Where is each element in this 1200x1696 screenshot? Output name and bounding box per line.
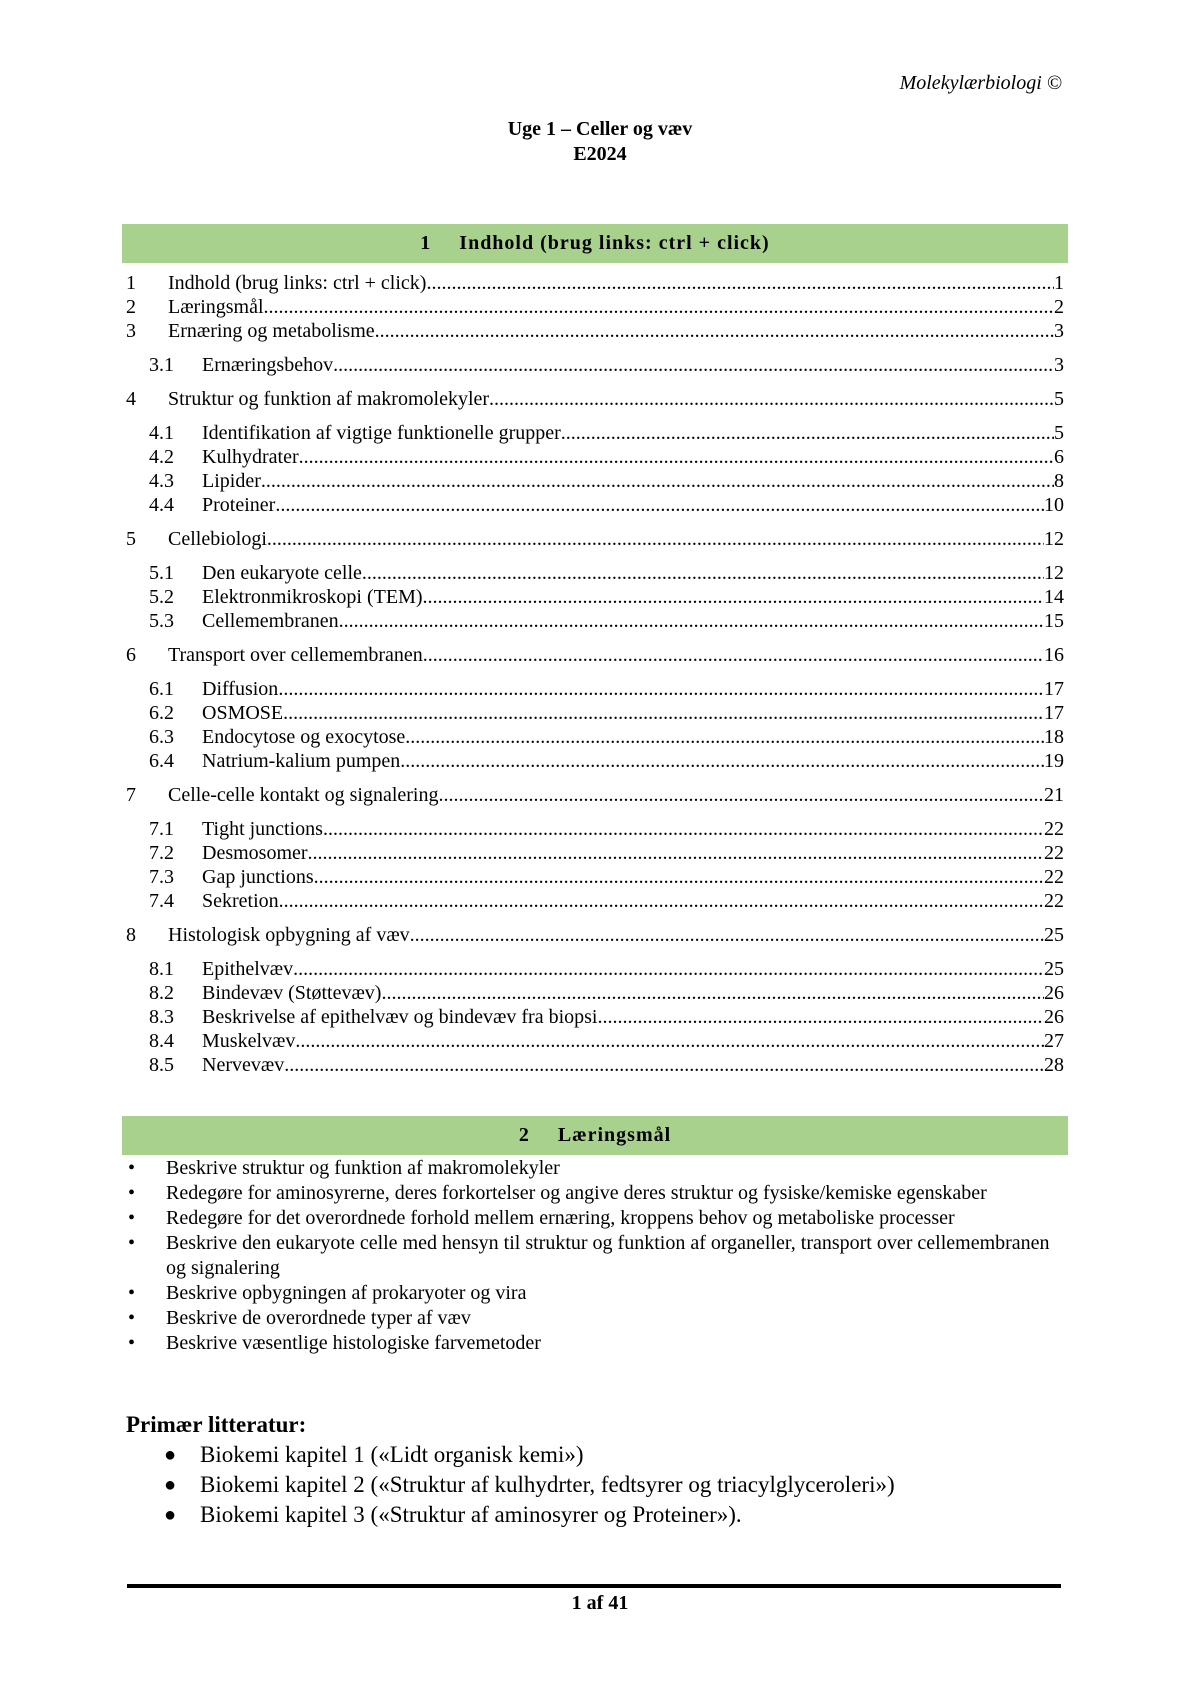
toc-entry-text — [202, 445, 1064, 470]
learning-goal-item — [126, 1206, 1066, 1231]
toc-entry-label[interactable]: Transport over cellemembranen — [168, 644, 423, 666]
bullet-icon: • — [128, 1282, 136, 1304]
toc-entry-label[interactable]: Diffusion — [202, 678, 279, 700]
toc-entry-number: 7.1 — [149, 818, 174, 840]
toc-entry-label[interactable]: Gap junctions — [202, 866, 314, 888]
toc-entry-text — [202, 677, 1064, 702]
toc-leader-dots — [279, 889, 1044, 914]
bullet-icon: ● — [164, 1474, 177, 1496]
toc-entry-number: 6.1 — [149, 678, 174, 700]
toc-entry-page: 22 — [1044, 818, 1064, 840]
toc-entry[interactable] — [126, 295, 1064, 320]
literature-heading: Primær litteratur: — [126, 1412, 307, 1437]
toc-entry-number: 8.3 — [149, 1006, 174, 1028]
toc-entry-number: 5.1 — [149, 562, 174, 584]
toc-entry-page: 18 — [1044, 726, 1064, 748]
toc-entry[interactable] — [126, 783, 1064, 808]
section-number: 2 — [518, 1124, 530, 1146]
bullet-icon: • — [128, 1182, 136, 1204]
literature-item — [160, 1500, 895, 1530]
toc-leader-dots — [362, 561, 1044, 586]
toc-leader-dots — [400, 749, 1044, 774]
learning-goal-item — [126, 1181, 1066, 1206]
toc-leader-dots — [381, 981, 1044, 1006]
toc-leader-dots — [283, 701, 1044, 726]
learning-goal-item — [126, 1156, 1066, 1181]
literature-list — [160, 1440, 895, 1530]
toc-entry-number: 8.5 — [149, 1054, 174, 1076]
toc-leader-dots — [267, 527, 1044, 552]
toc-leader-dots — [423, 585, 1044, 610]
toc-entry[interactable] — [126, 445, 1064, 470]
toc-entry-page: 22 — [1044, 842, 1064, 864]
toc-entry-page: 28 — [1044, 1054, 1064, 1076]
toc-leader-dots — [275, 493, 1044, 518]
toc-entry-page: 21 — [1044, 784, 1064, 806]
toc-entry[interactable] — [126, 1029, 1064, 1054]
toc-entry-text — [202, 865, 1064, 890]
toc-entry-page: 26 — [1044, 982, 1064, 1004]
toc-entry-text — [202, 561, 1064, 586]
toc-entry[interactable] — [126, 527, 1064, 552]
section-heading-contents — [122, 224, 1068, 263]
toc-entry-page: 10 — [1044, 494, 1064, 516]
toc-entry[interactable] — [126, 841, 1064, 866]
toc-entry-number: 5.3 — [149, 610, 174, 632]
toc-entry-page: 3 — [1054, 354, 1064, 376]
section-title: Læringsmål — [557, 1124, 672, 1146]
literature-text: Biokemi kapitel 1 («Lidt organisk kemi») — [200, 1442, 584, 1467]
toc-entry-text — [202, 1029, 1064, 1054]
toc-entry-label[interactable]: Histologisk opbygning af væv — [168, 924, 410, 946]
toc-leader-dots — [314, 865, 1044, 890]
toc-entry[interactable] — [126, 643, 1064, 668]
learning-goal-text: Beskrive den eukaryote celle med hensyn til struktur og funktion af organeller, transport over cellemembranen og signalering — [166, 1232, 1050, 1279]
toc-entry-text — [202, 609, 1064, 634]
toc-entry-text — [202, 841, 1064, 866]
toc-entry-label[interactable]: Identifikation af vigtige funktionelle grupper — [202, 422, 561, 444]
toc-entry-label[interactable]: Celle-celle kontakt og signalering — [168, 784, 439, 806]
toc-entry-label[interactable]: Ernæring og metabolisme — [168, 320, 375, 342]
toc-entry-number: 5 — [126, 528, 136, 550]
literature-item — [160, 1470, 895, 1500]
toc-entry-text — [202, 421, 1064, 446]
toc-leader-dots — [278, 677, 1044, 702]
toc-entry[interactable] — [126, 585, 1064, 610]
page-number: 1 af 41 — [571, 1592, 629, 1614]
learning-goal-item — [126, 1306, 1066, 1331]
toc-entry[interactable] — [126, 493, 1064, 518]
bullet-icon: • — [128, 1157, 136, 1179]
toc-entry[interactable] — [126, 749, 1064, 774]
toc-entry[interactable] — [126, 865, 1064, 890]
toc-entry[interactable] — [126, 923, 1064, 948]
toc-entry[interactable] — [126, 319, 1064, 344]
toc-entry-number: 3.1 — [149, 354, 174, 376]
toc-leader-dots — [323, 817, 1044, 842]
toc-entry-label[interactable]: Læringsmål — [168, 296, 264, 318]
section-title: Indhold (brug links: ctrl + click) — [459, 232, 770, 254]
toc-entry-label[interactable]: Epithelvæv — [202, 958, 294, 980]
learning-goals-list — [126, 1156, 1066, 1356]
toc-entry-label[interactable]: Den eukaryote celle — [202, 562, 362, 584]
toc-entry-number: 6.4 — [149, 750, 174, 772]
toc-leader-dots — [293, 957, 1044, 982]
toc-entry-number: 7 — [126, 784, 136, 806]
toc-leader-dots — [423, 643, 1044, 668]
toc-leader-dots — [410, 923, 1044, 948]
toc-entry[interactable] — [126, 609, 1064, 634]
learning-goal-text: Beskrive struktur og funktion af makromolekyler — [166, 1157, 560, 1179]
literature-item — [160, 1440, 895, 1470]
toc-entry-number: 6.3 — [149, 726, 174, 748]
running-header: Molekylærbiologi © — [899, 72, 1062, 94]
toc-entry-number: 8.4 — [149, 1030, 174, 1052]
toc-entry-label[interactable]: Bindevæv (Støttevæv) — [202, 982, 382, 1004]
toc-entry-number: 7.2 — [149, 842, 174, 864]
toc-entry-label[interactable]: Kulhydrater — [202, 446, 299, 468]
toc-entry-text — [168, 527, 1064, 552]
toc-leader-dots — [333, 353, 1054, 378]
toc-leader-dots — [597, 1005, 1044, 1030]
toc-entry-label[interactable]: Natrium-kalium pumpen — [202, 750, 401, 772]
toc-leader-dots — [339, 609, 1044, 634]
toc-leader-dots — [299, 445, 1054, 470]
toc-entry-text — [168, 295, 1064, 320]
toc-leader-dots — [261, 469, 1054, 494]
toc-entry-text — [168, 387, 1064, 412]
toc-entry-text — [202, 353, 1064, 378]
toc-entry-number: 7.4 — [149, 890, 174, 912]
bullet-icon: ● — [164, 1504, 177, 1526]
toc-entry-page: 5 — [1054, 422, 1064, 444]
toc-entry-label[interactable]: Cellebiologi — [168, 528, 267, 550]
toc-entry-label[interactable]: Beskrivelse af epithelvæv og bindevæv fra biopsi — [202, 1006, 598, 1028]
toc-entry-text — [202, 701, 1064, 726]
toc-leader-dots — [295, 1029, 1044, 1054]
toc-entry-label[interactable]: Endocytose og exocytose — [202, 726, 406, 748]
toc-entry-number: 2 — [126, 296, 136, 318]
learning-goal-text: Beskrive væsentlige histologiske farvemetoder — [166, 1332, 541, 1354]
toc-entry-label[interactable]: Struktur og funktion af makromolekyler — [168, 388, 490, 410]
bullet-icon: • — [128, 1232, 136, 1254]
toc-entry-number: 4.4 — [149, 494, 174, 516]
learning-goal-text: Redegøre for aminosyrerne, deres forkortelser og angive deres struktur og fysiske/kemiske egenskaber — [166, 1182, 987, 1204]
learning-goal-text: Beskrive opbygningen af prokaryoter og vira — [166, 1282, 527, 1304]
toc-entry-label[interactable]: Proteiner — [202, 494, 276, 516]
toc-entry-label[interactable]: Sekretion — [202, 890, 279, 912]
toc-entry-label[interactable]: Muskelvæv — [202, 1030, 296, 1052]
toc-entry[interactable] — [126, 981, 1064, 1006]
toc-entry-text — [168, 271, 1064, 296]
toc-entry-page: 14 — [1044, 586, 1064, 608]
toc-entry-label[interactable]: OSMOSE — [202, 702, 284, 724]
toc-entry-number: 5.2 — [149, 586, 174, 608]
bullet-icon: ● — [164, 1444, 177, 1466]
toc-entry-page: 3 — [1054, 320, 1064, 342]
toc-entry[interactable] — [126, 725, 1064, 750]
toc-entry[interactable] — [126, 353, 1064, 378]
toc-leader-dots — [489, 387, 1054, 412]
toc-leader-dots — [284, 1053, 1044, 1078]
toc-entry-page: 16 — [1044, 644, 1064, 666]
toc-entry-text — [168, 319, 1064, 344]
toc-entry[interactable] — [126, 1005, 1064, 1030]
toc-entry-page: 25 — [1044, 958, 1064, 980]
toc-entry-number: 8.1 — [149, 958, 174, 980]
toc-leader-dots — [561, 421, 1054, 446]
toc-entry-text — [168, 643, 1064, 668]
toc-entry-text — [202, 749, 1064, 774]
section-heading-goals — [122, 1116, 1068, 1155]
toc-leader-dots — [375, 319, 1054, 344]
bullet-icon: • — [128, 1307, 136, 1329]
toc-entry-number: 3 — [126, 320, 136, 342]
toc-entry[interactable] — [126, 701, 1064, 726]
toc-entry-number: 4.2 — [149, 446, 174, 468]
toc-entry-page: 22 — [1044, 866, 1064, 888]
toc-leader-dots — [264, 295, 1054, 320]
footer-rule — [127, 1584, 1061, 1588]
toc-entry-text — [202, 1053, 1064, 1078]
toc-entry-number: 8 — [126, 924, 136, 946]
toc-entry-label[interactable]: Tight junctions — [202, 818, 323, 840]
title-line-2: E2024 — [573, 143, 627, 165]
toc-entry-page: 15 — [1044, 610, 1064, 632]
literature-text: Biokemi kapitel 3 («Struktur af aminosyrer og Proteiner»). — [200, 1502, 742, 1527]
toc-entry-page: 6 — [1054, 446, 1064, 468]
toc-entry-page: 12 — [1044, 562, 1064, 584]
toc-entry[interactable] — [126, 957, 1064, 982]
toc-entry[interactable] — [126, 561, 1064, 586]
toc-entry-label[interactable]: Indhold (brug links: ctrl + click) — [168, 272, 427, 294]
toc-entry-number: 8.2 — [149, 982, 174, 1004]
toc-entry-page: 25 — [1044, 924, 1064, 946]
toc-entry-text — [202, 585, 1064, 610]
toc-entry-label[interactable]: Cellemembranen — [202, 610, 339, 632]
toc-entry-text — [168, 783, 1064, 808]
toc-entry-page: 2 — [1054, 296, 1064, 318]
learning-goal-item — [126, 1231, 1066, 1281]
toc-entry-number: 6.2 — [149, 702, 174, 724]
toc-entry-number: 4 — [126, 388, 136, 410]
literature-text: Biokemi kapitel 2 («Struktur af kulhydrter, fedtsyrer og triacylglyceroleri») — [200, 1472, 895, 1497]
toc-entry-number: 4.3 — [149, 470, 174, 492]
toc-entry-page: 19 — [1044, 750, 1064, 772]
toc-leader-dots — [426, 271, 1054, 296]
toc-entry-label[interactable]: Desmosomer — [202, 842, 308, 864]
toc-entry-text — [202, 981, 1064, 1006]
toc-entry[interactable] — [126, 387, 1064, 412]
toc-entry[interactable] — [126, 889, 1064, 914]
toc-entry-page: 17 — [1044, 678, 1064, 700]
learning-goal-item — [126, 1331, 1066, 1356]
toc-entry-page: 12 — [1044, 528, 1064, 550]
learning-goal-item — [126, 1281, 1066, 1306]
toc-entry-text — [202, 889, 1064, 914]
bullet-icon: • — [128, 1332, 136, 1354]
toc-entry-page: 17 — [1044, 702, 1064, 724]
learning-goal-text: Redegøre for det overordnede forhold mellem ernæring, kroppens behov og metaboliske processer — [166, 1207, 955, 1229]
toc-entry-label[interactable]: Nervevæv — [202, 1054, 285, 1076]
toc-entry-page: 5 — [1054, 388, 1064, 410]
toc-leader-dots — [438, 783, 1044, 808]
toc-entry-number: 6 — [126, 644, 136, 666]
toc-entry[interactable] — [126, 817, 1064, 842]
toc-entry-text — [168, 923, 1064, 948]
toc-entry-text — [202, 817, 1064, 842]
toc-entry-number: 7.3 — [149, 866, 174, 888]
toc-entry-label[interactable]: Ernæringsbehov — [202, 354, 334, 376]
document-title — [0, 117, 1200, 167]
toc-entry-text — [202, 725, 1064, 750]
toc-entry[interactable] — [126, 677, 1064, 702]
toc-leader-dots — [308, 841, 1044, 866]
toc-entry[interactable] — [126, 421, 1064, 446]
toc-entry-label[interactable]: Lipider — [202, 470, 261, 492]
toc-entry-number: 4.1 — [149, 422, 174, 444]
toc-entry-page: 27 — [1044, 1030, 1064, 1052]
toc-entry-page: 26 — [1044, 1006, 1064, 1028]
toc-entry-text — [202, 469, 1064, 494]
toc-entry-text — [202, 493, 1064, 518]
toc-entry[interactable] — [126, 271, 1064, 296]
bullet-icon: • — [128, 1207, 136, 1229]
toc-entry-page: 8 — [1054, 470, 1064, 492]
title-line-1: Uge 1 – Celler og væv — [507, 118, 693, 140]
learning-goal-text: Beskrive de overordnede typer af væv — [166, 1307, 471, 1329]
toc-entry-text — [202, 1005, 1064, 1030]
toc-entry-number: 1 — [126, 272, 136, 294]
toc-entry-label[interactable]: Elektronmikroskopi (TEM) — [202, 586, 423, 608]
toc-leader-dots — [405, 725, 1044, 750]
toc-entry[interactable] — [126, 1053, 1064, 1078]
section-number: 1 — [420, 232, 432, 254]
toc-entry-page: 22 — [1044, 890, 1064, 912]
toc-entry-text — [202, 957, 1064, 982]
toc-entry[interactable] — [126, 469, 1064, 494]
toc-entry-page: 1 — [1054, 272, 1064, 294]
